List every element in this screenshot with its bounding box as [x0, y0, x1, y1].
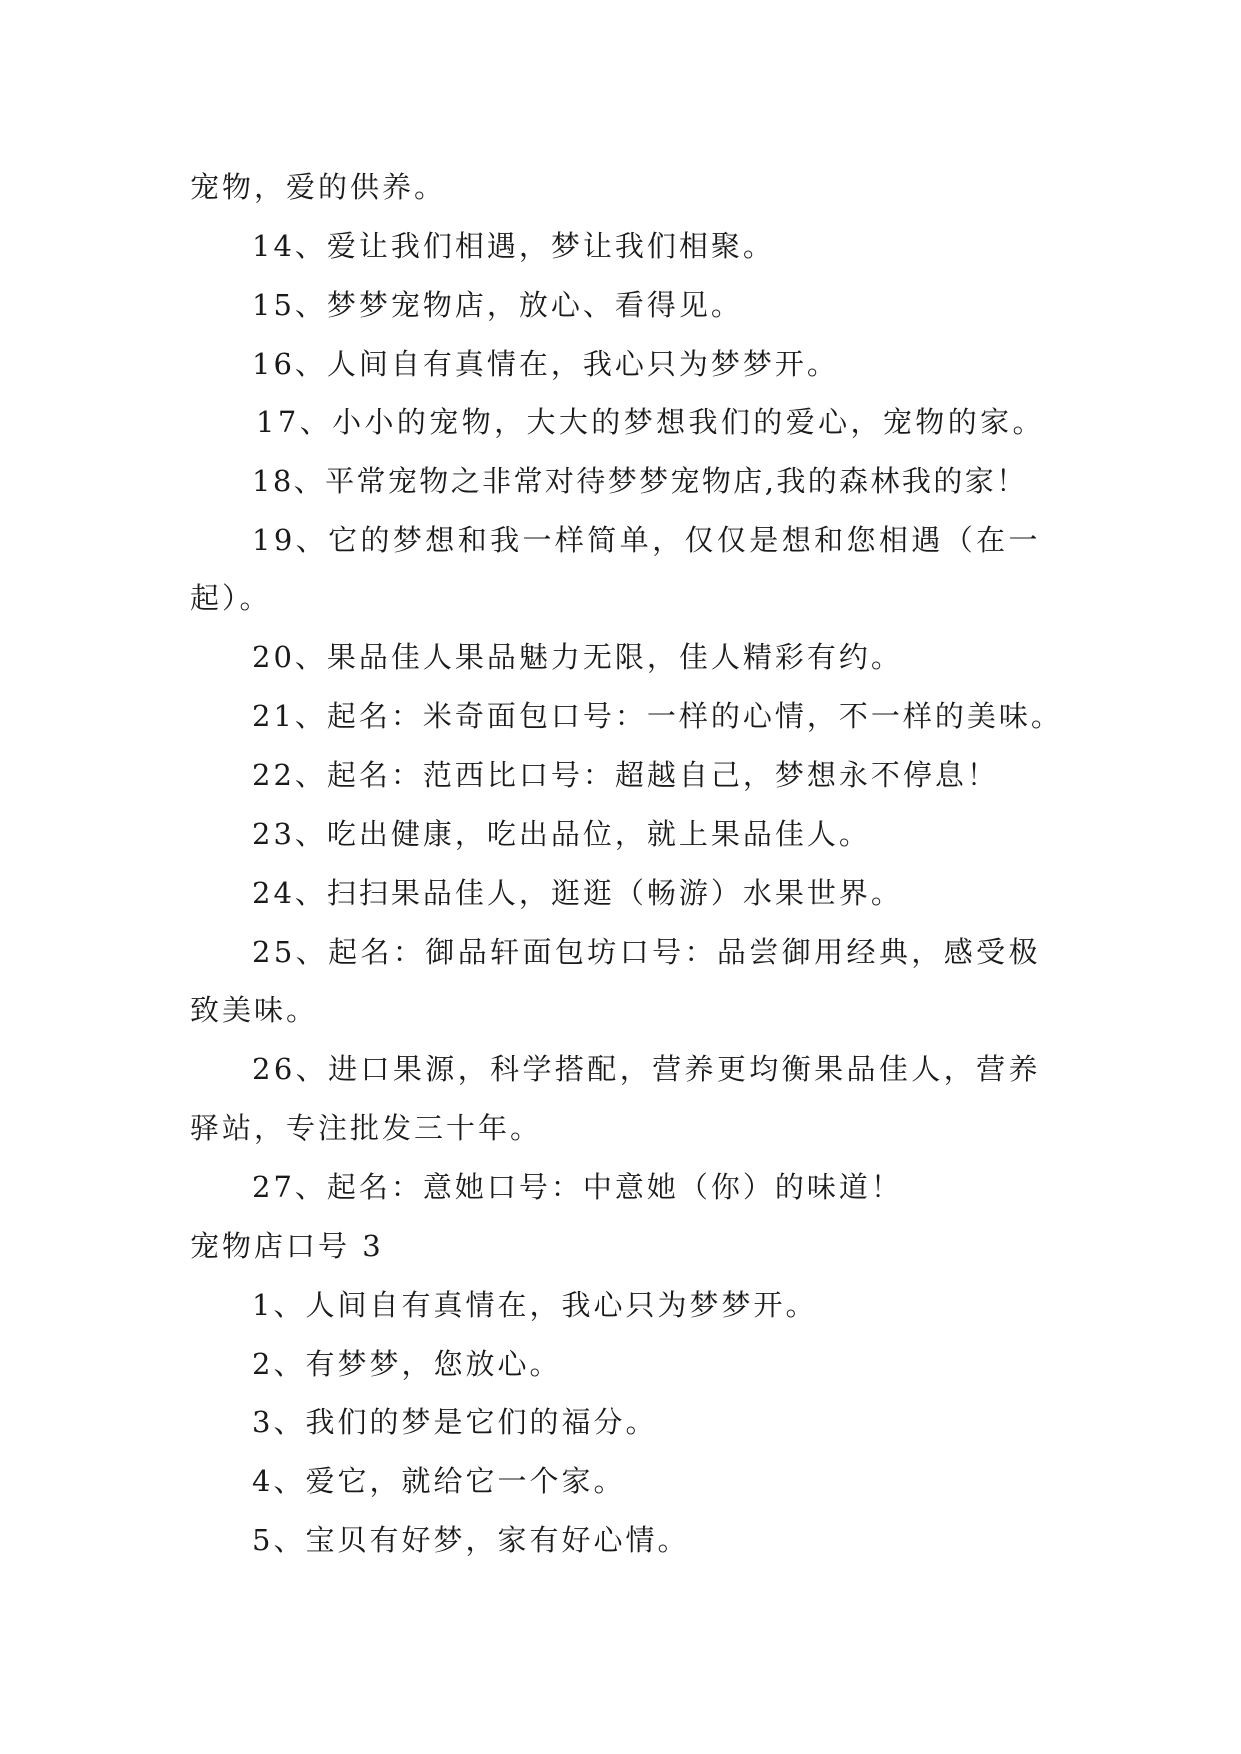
slogan-item-2: 2、有梦梦，您放心。 [252, 1347, 562, 1381]
paragraph-continuation: 宠物，爱的供养。 [190, 170, 447, 204]
slogan-item-14: 14、爱让我们相遇，梦让我们相聚。 [252, 229, 775, 263]
slogan-item-26: 26、进口果源，科学搭配，营养更均衡果品佳人，营养 [252, 1052, 1041, 1086]
slogan-item-22: 22、起名：范西比口号：超越自己，梦想永不停息！ [252, 758, 999, 792]
slogan-item-1: 1、人间自有真情在，我心只为梦梦开。 [252, 1288, 818, 1322]
slogan-item-5: 5、宝贝有好梦，家有好心情。 [252, 1523, 690, 1557]
slogan-item-26-continuation: 驿站，专注批发三十年。 [190, 1111, 543, 1145]
slogan-item-27: 27、起名：意她口号：中意她（你）的味道！ [252, 1170, 903, 1204]
slogan-item-25-continuation: 致美味。 [190, 993, 319, 1027]
slogan-item-3: 3、我们的梦是它们的福分。 [252, 1405, 658, 1439]
slogan-item-25: 25、起名：御品轩面包坊口号：品尝御用经典，感受极 [252, 935, 1041, 969]
slogan-item-20: 20、果品佳人果品魅力无限，佳人精彩有约。 [252, 640, 903, 674]
slogan-item-23: 23、吃出健康，吃出品位，就上果品佳人。 [252, 817, 871, 851]
slogan-item-24: 24、扫扫果品佳人，逛逛（畅游）水果世界。 [252, 876, 903, 910]
slogan-item-16: 16、人间自有真情在，我心只为梦梦开。 [252, 347, 839, 381]
slogan-item-19-continuation: 起）。 [190, 581, 272, 615]
slogan-item-19: 19、它的梦想和我一样简单，仅仅是想和您相遇（在一 [252, 523, 1041, 557]
slogan-item-4: 4、爱它，就给它一个家。 [252, 1464, 626, 1498]
slogan-item-18: 18、平常宠物之非常对待梦梦宠物店,我的森林我的家！ [252, 464, 1028, 498]
slogan-item-15: 15、梦梦宠物店，放心、看得见。 [252, 288, 743, 322]
section-heading: 宠物店口号 3 [190, 1229, 384, 1263]
slogan-item-21: 21、起名：米奇面包口号：一样的心情，不一样的美味。 [252, 699, 1063, 733]
slogan-item-17: 17、小小的宠物，大大的梦想我们的爱心，宠物的家。 [256, 405, 1045, 439]
